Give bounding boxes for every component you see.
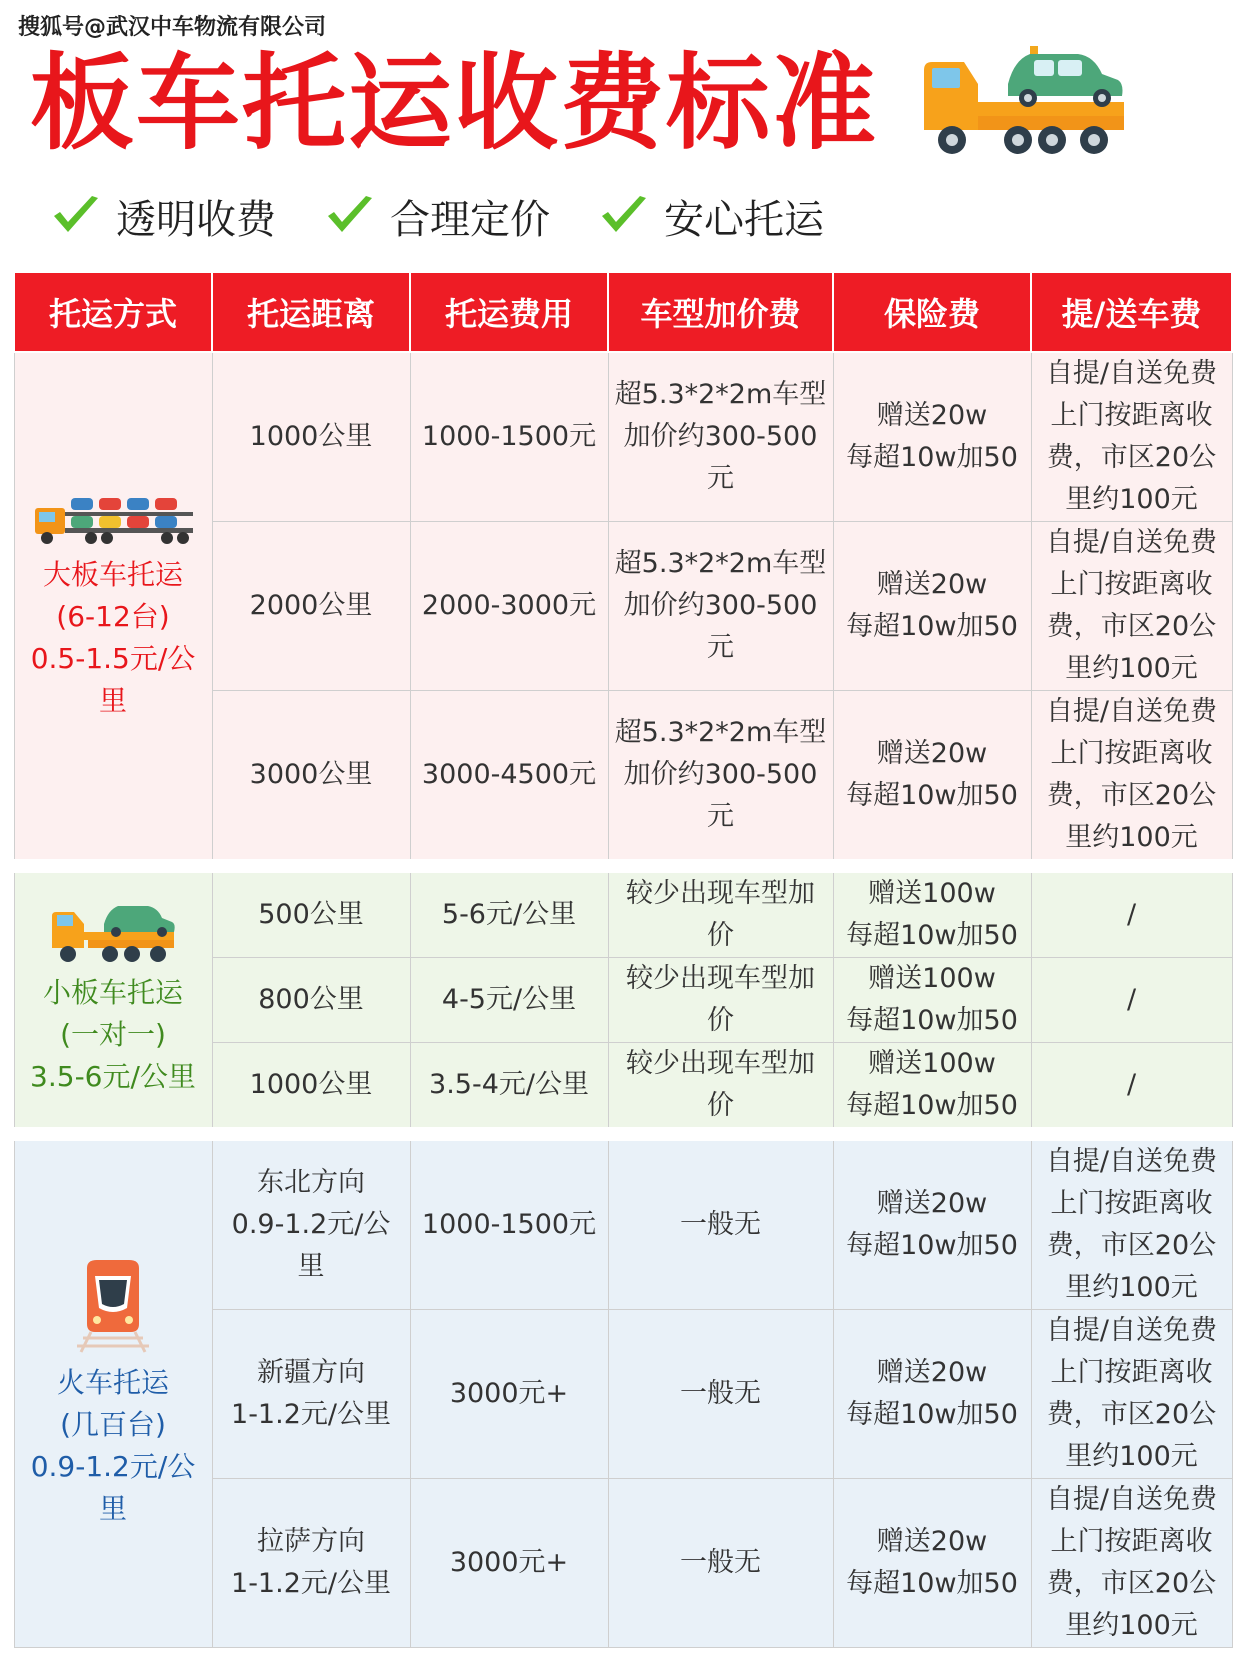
distance-cell: 1000公里 (212, 1043, 410, 1135)
insurance-cell: 赠送20w 每超10w加50 (833, 1479, 1031, 1648)
surcharge-cell: 一般无 (608, 1134, 833, 1310)
check-icon (50, 194, 102, 238)
surcharge-cell: 超5.3*2*2m车型加价约300-500元 (608, 352, 833, 522)
slogan-text: 合理定价 (390, 196, 550, 243)
surcharge-cell: 较少出现车型加价 (608, 866, 833, 958)
fee-cell: 1000-1500元 (410, 352, 608, 522)
insurance-cell: 赠送100w 每超10w加50 (833, 1043, 1031, 1135)
slogan-item (50, 188, 276, 245)
column-header: 托运费用 (410, 272, 608, 352)
distance-cell: 800公里 (212, 958, 410, 1043)
column-header: 提/送车费 (1031, 272, 1232, 352)
pickup-cell: 自提/自送免费上门按距离收费，市区20公里约100元 (1031, 691, 1232, 867)
insurance-cell: 赠送20w 每超10w加50 (833, 1134, 1031, 1310)
insurance-cell: 赠送20w 每超10w加50 (833, 522, 1031, 691)
mode-rate: 3.5-6元/公里 (30, 1060, 196, 1093)
distance-cell: 3000公里 (212, 691, 410, 867)
insurance-cell: 赠送20w 每超10w加50 (833, 352, 1031, 522)
surcharge-cell: 较少出现车型加价 (608, 1043, 833, 1135)
small-carrier-group (14, 866, 1232, 1134)
slogan-text: 透明收费 (116, 196, 276, 243)
fee-cell: 3000元+ (410, 1479, 608, 1648)
table-row (14, 352, 1232, 522)
train-icon (73, 1258, 153, 1354)
insurance-cell: 赠送100w 每超10w加50 (833, 866, 1031, 958)
column-header: 保险费 (833, 272, 1031, 352)
column-header: 车型加价费 (608, 272, 833, 352)
tow-truck-icon (918, 40, 1128, 165)
table-row (14, 1134, 1232, 1310)
pickup-cell: 自提/自送免费上门按距离收费，市区20公里约100元 (1031, 1479, 1232, 1648)
distance-cell: 拉萨方向 1-1.2元/公里 (212, 1479, 410, 1648)
page-title: 板车托运收费标准 (30, 42, 879, 164)
pickup-cell: / (1031, 1043, 1232, 1135)
pickup-cell: 自提/自送免费上门按距离收费，市区20公里约100元 (1031, 522, 1232, 691)
surcharge-cell: 超5.3*2*2m车型加价约300-500元 (608, 522, 833, 691)
car-carrier-icon (31, 490, 195, 546)
slogan-item (324, 188, 550, 245)
distance-cell: 东北方向 0.9-1.2元/公里 (212, 1134, 410, 1310)
fee-cell: 3.5-4元/公里 (410, 1043, 608, 1135)
mode-name: 小板车托运 (42, 976, 183, 1009)
mode-cell (14, 352, 212, 866)
pickup-cell: 自提/自送免费上门按距离收费，市区20公里约100元 (1031, 1310, 1232, 1479)
tow-truck-icon (48, 902, 178, 964)
train-group (14, 1134, 1232, 1648)
fee-cell: 5-6元/公里 (410, 866, 608, 958)
mode-capacity: (6-12台) (56, 600, 170, 633)
mode-name: 火车托运 (56, 1366, 169, 1399)
check-icon (324, 194, 376, 238)
mode-capacity: (一对一) (60, 1018, 166, 1051)
pickup-cell: / (1031, 958, 1232, 1043)
distance-cell: 2000公里 (212, 522, 410, 691)
surcharge-cell: 超5.3*2*2m车型加价约300-500元 (608, 691, 833, 867)
mode-rate: 0.5-1.5元/公里 (30, 642, 196, 717)
insurance-cell: 赠送20w 每超10w加50 (833, 691, 1031, 867)
watermark: 搜狐号@武汉中车物流有限公司 (18, 15, 327, 40)
fee-cell: 2000-3000元 (410, 522, 608, 691)
distance-cell: 新疆方向 1-1.2元/公里 (212, 1310, 410, 1479)
fee-cell: 1000-1500元 (410, 1134, 608, 1310)
pickup-cell: / (1031, 866, 1232, 958)
big-carrier-group (14, 352, 1232, 866)
pickup-cell: 自提/自送免费上门按距离收费，市区20公里约100元 (1031, 352, 1232, 522)
slogan-item (598, 188, 824, 245)
surcharge-cell: 较少出现车型加价 (608, 958, 833, 1043)
column-header: 托运方式 (14, 272, 212, 352)
fee-cell: 3000-4500元 (410, 691, 608, 867)
table-row (14, 866, 1232, 958)
insurance-cell: 赠送20w 每超10w加50 (833, 1310, 1031, 1479)
insurance-cell: 赠送100w 每超10w加50 (833, 958, 1031, 1043)
distance-cell: 1000公里 (212, 352, 410, 522)
mode-name: 大板车托运 (42, 558, 183, 591)
check-icon (598, 194, 650, 238)
slogan-text: 安心托运 (664, 196, 824, 243)
mode-cell (14, 1134, 212, 1648)
table-header-row (14, 272, 1232, 352)
mode-cell (14, 866, 212, 1134)
pickup-cell: 自提/自送免费上门按距离收费，市区20公里约100元 (1031, 1134, 1232, 1310)
surcharge-cell: 一般无 (608, 1310, 833, 1479)
fee-cell: 4-5元/公里 (410, 958, 608, 1043)
mode-rate: 0.9-1.2元/公里 (30, 1450, 196, 1525)
distance-cell: 500公里 (212, 866, 410, 958)
column-header: 托运距离 (212, 272, 410, 352)
mode-capacity: (几百台) (60, 1408, 166, 1441)
fee-table (13, 271, 1233, 1648)
surcharge-cell: 一般无 (608, 1479, 833, 1648)
fee-cell: 3000元+ (410, 1310, 608, 1479)
slogans (50, 188, 872, 244)
